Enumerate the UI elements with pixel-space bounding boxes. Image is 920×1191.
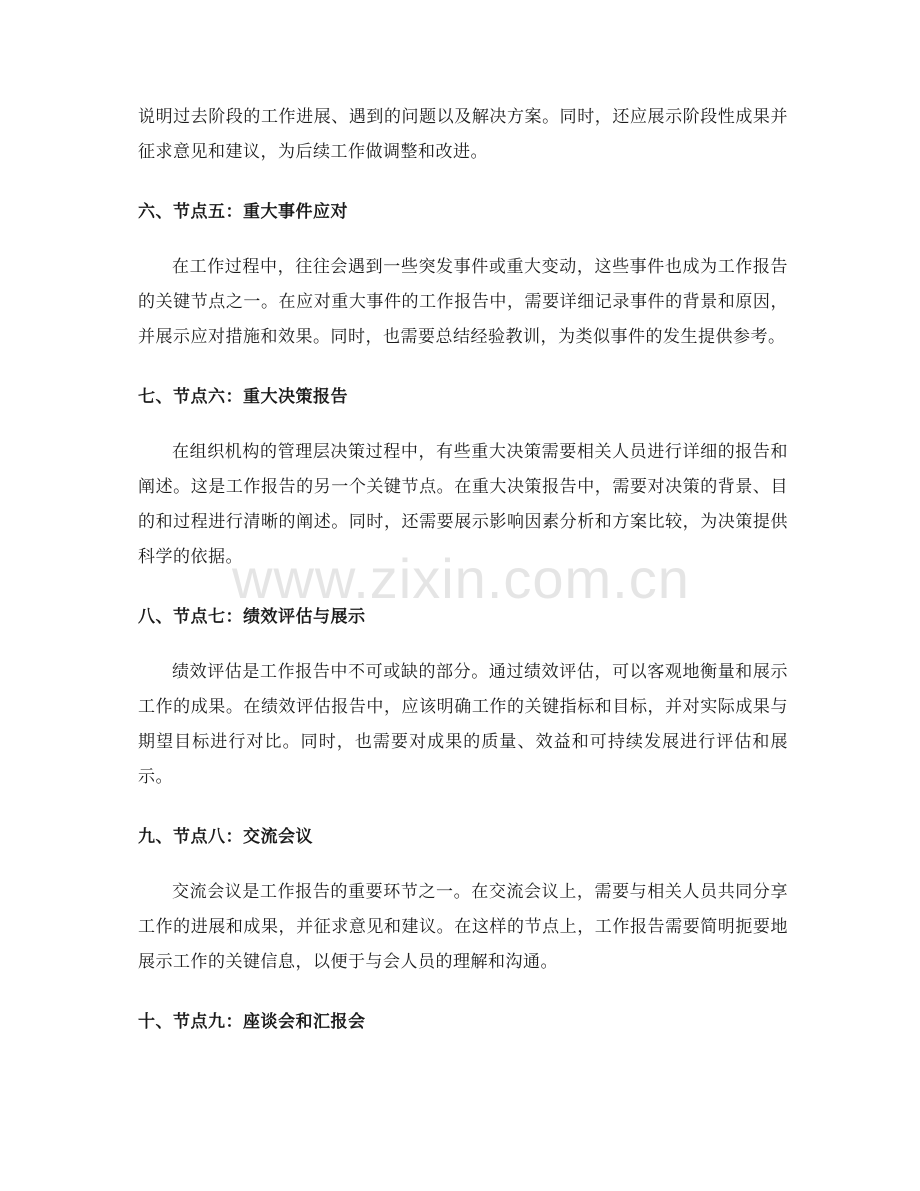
watermark: www.zixin.com.cn <box>232 547 690 610</box>
section-heading-6: 六、节点五：重大事件应对 <box>138 202 348 222</box>
section-body-6: 在工作过程中，往往会遇到一些突发事件或重大变动，这些事件也成为工作报告的关键节点之一。在应对重大事件的工作报告中，需要详细记录事件的背景和原因，并展示应对措施和效果。同时，也需要总结经验教训，为类似事件的发生提供参考。 <box>138 257 788 347</box>
section-body-9: 交流会议是工作报告的重要环节之一。在交流会议上，需要与相关人员共同分享工作的进展和成果，并征求意见和建议。在这样的节点上，工作报告需要简明扼要地展示工作的关键信息，以便于与会人员的理解和沟通。 <box>138 882 788 972</box>
intro-paragraph: 说明过去阶段的工作进展、遇到的问题以及解决方案。同时，还应展示阶段性成果并征求意见和建议，为后续工作做调整和改进。 <box>138 107 788 162</box>
section-heading-9: 九、节点八：交流会议 <box>138 827 313 847</box>
section-heading-10: 十、节点九：座谈会和汇报会 <box>138 1012 366 1032</box>
document-body <box>138 100 788 1036</box>
section-heading-7: 七、节点六：重大决策报告 <box>138 387 348 407</box>
section-body-8: 绩效评估是工作报告中不可或缺的部分。通过绩效评估，可以客观地衡量和展示工作的成果。在绩效评估报告中，应该明确工作的关键指标和目标，并对实际成果与期望目标进行对比。同时，也需要对成果的质量、效益和可持续发展进行评估和展示。 <box>138 662 788 787</box>
section-heading-8: 八、节点七：绩效评估与展示 <box>138 607 366 627</box>
section-body-7: 在组织机构的管理层决策过程中，有些重大决策需要相关人员进行详细的报告和阐述。这是工作报告的另一个关键节点。在重大决策报告中，需要对决策的背景、目的和过程进行清晰的阐述。同时，还需要展示影响因素分析和方案比较，为决策提供科学的依据。 <box>138 442 788 567</box>
